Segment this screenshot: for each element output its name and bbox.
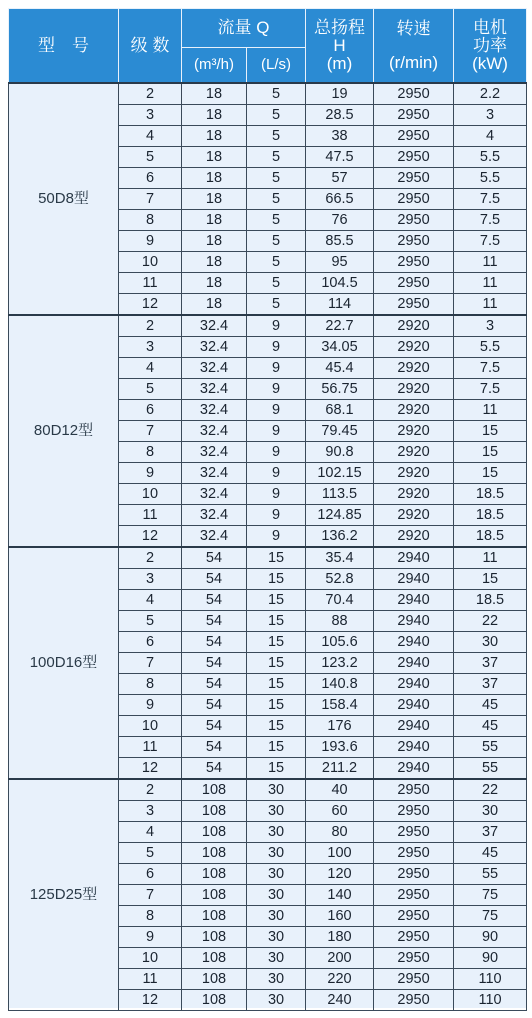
- head-cell: 60: [306, 801, 374, 822]
- flow-m3h-cell: 32.4: [182, 526, 247, 548]
- flow-ls-cell: 5: [247, 252, 306, 273]
- power-cell: 110: [454, 969, 527, 990]
- speed-cell: 2920: [374, 421, 454, 442]
- stages-cell: 10: [119, 252, 182, 273]
- power-cell: 90: [454, 927, 527, 948]
- flow-m3h-cell: 54: [182, 590, 247, 611]
- table-header: [9, 9, 527, 84]
- head-cell: 34.05: [306, 337, 374, 358]
- flow-ls-cell: 5: [247, 126, 306, 147]
- flow-m3h-cell: 32.4: [182, 484, 247, 505]
- stages-cell: 11: [119, 273, 182, 294]
- power-cell: 15: [454, 463, 527, 484]
- flow-ls-cell: 9: [247, 400, 306, 421]
- power-cell: 45: [454, 695, 527, 716]
- power-cell: 11: [454, 400, 527, 421]
- speed-cell: 2950: [374, 801, 454, 822]
- speed-cell: 2950: [374, 231, 454, 252]
- speed-cell: 2920: [374, 315, 454, 337]
- flow-m3h-cell: 18: [182, 126, 247, 147]
- head-cell: 95: [306, 252, 374, 273]
- model-cell: 100D16型: [9, 547, 119, 779]
- flow-m3h-cell: 18: [182, 147, 247, 168]
- flow-ls-cell: 9: [247, 526, 306, 548]
- speed-cell: 2940: [374, 632, 454, 653]
- head-cell: 211.2: [306, 758, 374, 780]
- flow-m3h-cell: 108: [182, 822, 247, 843]
- speed-cell: 2940: [374, 758, 454, 780]
- stages-cell: 4: [119, 822, 182, 843]
- head-cell: 47.5: [306, 147, 374, 168]
- header-flow-m3h: (m³/h): [182, 48, 247, 84]
- flow-ls-cell: 15: [247, 611, 306, 632]
- speed-cell: 2950: [374, 843, 454, 864]
- head-cell: 124.85: [306, 505, 374, 526]
- stages-cell: 5: [119, 147, 182, 168]
- flow-m3h-cell: 54: [182, 632, 247, 653]
- table-row: [9, 547, 527, 569]
- head-cell: 140: [306, 885, 374, 906]
- flow-m3h-cell: 32.4: [182, 315, 247, 337]
- power-cell: 55: [454, 737, 527, 758]
- power-cell: 75: [454, 885, 527, 906]
- header-speed: [374, 9, 454, 84]
- head-cell: 38: [306, 126, 374, 147]
- flow-ls-cell: 30: [247, 801, 306, 822]
- flow-ls-cell: 30: [247, 843, 306, 864]
- header-head-unit: (m): [326, 53, 353, 73]
- flow-m3h-cell: 54: [182, 695, 247, 716]
- flow-ls-cell: 9: [247, 315, 306, 337]
- head-cell: 28.5: [306, 105, 374, 126]
- power-cell: 55: [454, 758, 527, 780]
- speed-cell: 2950: [374, 864, 454, 885]
- speed-cell: 2940: [374, 590, 454, 611]
- header-head-line2: H: [333, 35, 346, 55]
- head-cell: 56.75: [306, 379, 374, 400]
- head-cell: 76: [306, 210, 374, 231]
- header-head: [306, 9, 374, 84]
- speed-cell: 2940: [374, 695, 454, 716]
- flow-ls-cell: 9: [247, 463, 306, 484]
- model-cell: 80D12型: [9, 315, 119, 547]
- stages-cell: 12: [119, 758, 182, 780]
- power-cell: 7.5: [454, 231, 527, 252]
- flow-ls-cell: 15: [247, 674, 306, 695]
- head-cell: 79.45: [306, 421, 374, 442]
- table-row: [9, 83, 527, 105]
- model-cell: 125D25型: [9, 779, 119, 1011]
- power-cell: 30: [454, 801, 527, 822]
- flow-ls-cell: 5: [247, 147, 306, 168]
- speed-cell: 2940: [374, 653, 454, 674]
- stages-cell: 12: [119, 526, 182, 548]
- flow-ls-cell: 30: [247, 885, 306, 906]
- head-cell: 120: [306, 864, 374, 885]
- stages-cell: 11: [119, 505, 182, 526]
- flow-m3h-cell: 18: [182, 210, 247, 231]
- header-stages: 级 数: [119, 9, 182, 84]
- stages-cell: 7: [119, 885, 182, 906]
- speed-cell: 2950: [374, 885, 454, 906]
- stages-cell: 10: [119, 484, 182, 505]
- stages-cell: 12: [119, 294, 182, 316]
- flow-m3h-cell: 108: [182, 885, 247, 906]
- flow-ls-cell: 15: [247, 695, 306, 716]
- flow-m3h-cell: 54: [182, 737, 247, 758]
- flow-m3h-cell: 108: [182, 843, 247, 864]
- head-cell: 45.4: [306, 358, 374, 379]
- speed-cell: 2920: [374, 379, 454, 400]
- speed-cell: 2950: [374, 969, 454, 990]
- flow-m3h-cell: 18: [182, 189, 247, 210]
- stages-cell: 8: [119, 906, 182, 927]
- speed-cell: 2920: [374, 400, 454, 421]
- head-cell: 136.2: [306, 526, 374, 548]
- power-cell: 11: [454, 252, 527, 273]
- header-model: 型 号: [9, 9, 119, 84]
- flow-m3h-cell: 108: [182, 927, 247, 948]
- speed-cell: 2950: [374, 779, 454, 801]
- stages-cell: 3: [119, 569, 182, 590]
- power-cell: 30: [454, 632, 527, 653]
- power-cell: 15: [454, 569, 527, 590]
- speed-cell: 2950: [374, 126, 454, 147]
- head-cell: 102.15: [306, 463, 374, 484]
- stages-cell: 2: [119, 779, 182, 801]
- flow-m3h-cell: 32.4: [182, 505, 247, 526]
- stages-cell: 8: [119, 674, 182, 695]
- power-cell: 15: [454, 442, 527, 463]
- stages-cell: 11: [119, 737, 182, 758]
- flow-m3h-cell: 54: [182, 653, 247, 674]
- flow-m3h-cell: 18: [182, 294, 247, 316]
- power-cell: 7.5: [454, 210, 527, 231]
- speed-cell: 2920: [374, 442, 454, 463]
- speed-cell: 2950: [374, 906, 454, 927]
- flow-ls-cell: 30: [247, 779, 306, 801]
- flow-ls-cell: 9: [247, 358, 306, 379]
- flow-ls-cell: 5: [247, 168, 306, 189]
- header-power-unit: (kW): [472, 53, 508, 73]
- flow-m3h-cell: 54: [182, 611, 247, 632]
- flow-ls-cell: 5: [247, 189, 306, 210]
- flow-m3h-cell: 32.4: [182, 421, 247, 442]
- stages-cell: 8: [119, 442, 182, 463]
- head-cell: 123.2: [306, 653, 374, 674]
- flow-ls-cell: 15: [247, 653, 306, 674]
- power-cell: 11: [454, 547, 527, 569]
- power-cell: 45: [454, 843, 527, 864]
- pump-spec-table: [8, 8, 527, 1011]
- speed-cell: 2950: [374, 168, 454, 189]
- power-cell: 11: [454, 273, 527, 294]
- speed-cell: 2920: [374, 484, 454, 505]
- flow-m3h-cell: 32.4: [182, 337, 247, 358]
- stages-cell: 4: [119, 358, 182, 379]
- header-flow-ls: (L/s): [247, 48, 306, 84]
- stages-cell: 6: [119, 400, 182, 421]
- table-row: [9, 779, 527, 801]
- flow-m3h-cell: 18: [182, 231, 247, 252]
- head-cell: 100: [306, 843, 374, 864]
- flow-m3h-cell: 54: [182, 674, 247, 695]
- speed-cell: 2950: [374, 822, 454, 843]
- head-cell: 35.4: [306, 547, 374, 569]
- header-speed-label: 转速: [396, 18, 431, 38]
- stages-cell: 10: [119, 716, 182, 737]
- head-cell: 140.8: [306, 674, 374, 695]
- stages-cell: 9: [119, 463, 182, 484]
- power-cell: 3: [454, 315, 527, 337]
- flow-ls-cell: 30: [247, 927, 306, 948]
- power-cell: 18.5: [454, 505, 527, 526]
- flow-m3h-cell: 108: [182, 969, 247, 990]
- power-cell: 22: [454, 611, 527, 632]
- power-cell: 18.5: [454, 590, 527, 611]
- head-cell: 19: [306, 83, 374, 105]
- power-cell: 90: [454, 948, 527, 969]
- speed-cell: 2920: [374, 526, 454, 548]
- flow-ls-cell: 9: [247, 505, 306, 526]
- flow-ls-cell: 5: [247, 210, 306, 231]
- table-body: [9, 83, 527, 1011]
- head-cell: 193.6: [306, 737, 374, 758]
- flow-ls-cell: 5: [247, 105, 306, 126]
- flow-ls-cell: 9: [247, 421, 306, 442]
- power-cell: 4: [454, 126, 527, 147]
- stages-cell: 2: [119, 315, 182, 337]
- power-cell: 55: [454, 864, 527, 885]
- power-cell: 11: [454, 294, 527, 316]
- flow-m3h-cell: 108: [182, 801, 247, 822]
- header-head-line1: 总扬程: [314, 17, 366, 37]
- speed-cell: 2950: [374, 990, 454, 1011]
- stages-cell: 7: [119, 653, 182, 674]
- head-cell: 113.5: [306, 484, 374, 505]
- speed-cell: 2950: [374, 273, 454, 294]
- flow-m3h-cell: 32.4: [182, 379, 247, 400]
- flow-m3h-cell: 32.4: [182, 442, 247, 463]
- head-cell: 22.7: [306, 315, 374, 337]
- head-cell: 68.1: [306, 400, 374, 421]
- stages-cell: 3: [119, 105, 182, 126]
- head-cell: 104.5: [306, 273, 374, 294]
- model-cell: 50D8型: [9, 83, 119, 315]
- speed-cell: 2950: [374, 948, 454, 969]
- speed-cell: 2950: [374, 83, 454, 105]
- head-cell: 200: [306, 948, 374, 969]
- stages-cell: 7: [119, 421, 182, 442]
- power-cell: 7.5: [454, 379, 527, 400]
- head-cell: 66.5: [306, 189, 374, 210]
- flow-ls-cell: 9: [247, 484, 306, 505]
- stages-cell: 9: [119, 695, 182, 716]
- head-cell: 158.4: [306, 695, 374, 716]
- stages-cell: 10: [119, 948, 182, 969]
- speed-cell: 2920: [374, 463, 454, 484]
- speed-cell: 2920: [374, 505, 454, 526]
- power-cell: 45: [454, 716, 527, 737]
- head-cell: 176: [306, 716, 374, 737]
- head-cell: 57: [306, 168, 374, 189]
- flow-m3h-cell: 54: [182, 547, 247, 569]
- speed-cell: 2920: [374, 337, 454, 358]
- head-cell: 40: [306, 779, 374, 801]
- power-cell: 2.2: [454, 83, 527, 105]
- head-cell: 220: [306, 969, 374, 990]
- pump-spec-sheet: [8, 8, 526, 1008]
- power-cell: 18.5: [454, 526, 527, 548]
- speed-cell: 2950: [374, 294, 454, 316]
- flow-ls-cell: 30: [247, 822, 306, 843]
- speed-cell: 2920: [374, 358, 454, 379]
- power-cell: 37: [454, 822, 527, 843]
- flow-m3h-cell: 18: [182, 168, 247, 189]
- flow-m3h-cell: 18: [182, 273, 247, 294]
- flow-m3h-cell: 32.4: [182, 358, 247, 379]
- stages-cell: 9: [119, 231, 182, 252]
- stages-cell: 5: [119, 843, 182, 864]
- head-cell: 160: [306, 906, 374, 927]
- flow-m3h-cell: 54: [182, 569, 247, 590]
- stages-cell: 8: [119, 210, 182, 231]
- flow-ls-cell: 30: [247, 990, 306, 1011]
- power-cell: 37: [454, 674, 527, 695]
- stages-cell: 6: [119, 864, 182, 885]
- stages-cell: 5: [119, 611, 182, 632]
- speed-cell: 2950: [374, 252, 454, 273]
- flow-m3h-cell: 32.4: [182, 400, 247, 421]
- head-cell: 240: [306, 990, 374, 1011]
- power-cell: 5.5: [454, 147, 527, 168]
- flow-m3h-cell: 108: [182, 779, 247, 801]
- head-cell: 52.8: [306, 569, 374, 590]
- power-cell: 18.5: [454, 484, 527, 505]
- flow-ls-cell: 15: [247, 737, 306, 758]
- flow-m3h-cell: 108: [182, 864, 247, 885]
- speed-cell: 2940: [374, 674, 454, 695]
- stages-cell: 4: [119, 126, 182, 147]
- flow-m3h-cell: 108: [182, 948, 247, 969]
- stages-cell: 2: [119, 83, 182, 105]
- stages-cell: 12: [119, 990, 182, 1011]
- flow-ls-cell: 15: [247, 632, 306, 653]
- speed-cell: 2950: [374, 210, 454, 231]
- power-cell: 110: [454, 990, 527, 1011]
- head-cell: 114: [306, 294, 374, 316]
- power-cell: 37: [454, 653, 527, 674]
- flow-m3h-cell: 18: [182, 252, 247, 273]
- flow-m3h-cell: 108: [182, 906, 247, 927]
- power-cell: 3: [454, 105, 527, 126]
- flow-ls-cell: 15: [247, 716, 306, 737]
- speed-cell: 2940: [374, 611, 454, 632]
- head-cell: 105.6: [306, 632, 374, 653]
- head-cell: 88: [306, 611, 374, 632]
- flow-ls-cell: 5: [247, 273, 306, 294]
- flow-ls-cell: 15: [247, 547, 306, 569]
- power-cell: 7.5: [454, 189, 527, 210]
- stages-cell: 6: [119, 632, 182, 653]
- flow-ls-cell: 5: [247, 294, 306, 316]
- header-flow: 流量 Q: [182, 9, 306, 48]
- header-power-line1: 电机: [473, 17, 508, 37]
- stages-cell: 9: [119, 927, 182, 948]
- flow-ls-cell: 15: [247, 590, 306, 611]
- stages-cell: 6: [119, 168, 182, 189]
- power-cell: 15: [454, 421, 527, 442]
- flow-ls-cell: 30: [247, 864, 306, 885]
- speed-cell: 2940: [374, 569, 454, 590]
- flow-m3h-cell: 18: [182, 105, 247, 126]
- power-cell: 5.5: [454, 337, 527, 358]
- flow-m3h-cell: 54: [182, 758, 247, 780]
- flow-m3h-cell: 32.4: [182, 463, 247, 484]
- power-cell: 5.5: [454, 168, 527, 189]
- header-power: [454, 9, 527, 84]
- flow-ls-cell: 9: [247, 442, 306, 463]
- table-row: [9, 315, 527, 337]
- flow-m3h-cell: 54: [182, 716, 247, 737]
- flow-m3h-cell: 108: [182, 990, 247, 1011]
- flow-ls-cell: 30: [247, 948, 306, 969]
- speed-cell: 2940: [374, 716, 454, 737]
- flow-ls-cell: 5: [247, 231, 306, 252]
- power-cell: 7.5: [454, 358, 527, 379]
- flow-ls-cell: 9: [247, 337, 306, 358]
- head-cell: 70.4: [306, 590, 374, 611]
- stages-cell: 7: [119, 189, 182, 210]
- stages-cell: 3: [119, 337, 182, 358]
- speed-cell: 2940: [374, 737, 454, 758]
- flow-ls-cell: 9: [247, 379, 306, 400]
- flow-ls-cell: 30: [247, 906, 306, 927]
- stages-cell: 11: [119, 969, 182, 990]
- power-cell: 22: [454, 779, 527, 801]
- flow-ls-cell: 30: [247, 969, 306, 990]
- speed-cell: 2950: [374, 189, 454, 210]
- stages-cell: 3: [119, 801, 182, 822]
- head-cell: 90.8: [306, 442, 374, 463]
- head-cell: 180: [306, 927, 374, 948]
- stages-cell: 5: [119, 379, 182, 400]
- speed-cell: 2940: [374, 547, 454, 569]
- power-cell: 75: [454, 906, 527, 927]
- flow-ls-cell: 15: [247, 569, 306, 590]
- flow-ls-cell: 5: [247, 83, 306, 105]
- flow-ls-cell: 15: [247, 758, 306, 780]
- header-speed-unit: (r/min): [388, 52, 439, 72]
- head-cell: 85.5: [306, 231, 374, 252]
- head-cell: 80: [306, 822, 374, 843]
- speed-cell: 2950: [374, 927, 454, 948]
- stages-cell: 4: [119, 590, 182, 611]
- speed-cell: 2950: [374, 105, 454, 126]
- speed-cell: 2950: [374, 147, 454, 168]
- stages-cell: 2: [119, 547, 182, 569]
- flow-m3h-cell: 18: [182, 83, 247, 105]
- header-power-line2: 功率: [473, 35, 508, 55]
